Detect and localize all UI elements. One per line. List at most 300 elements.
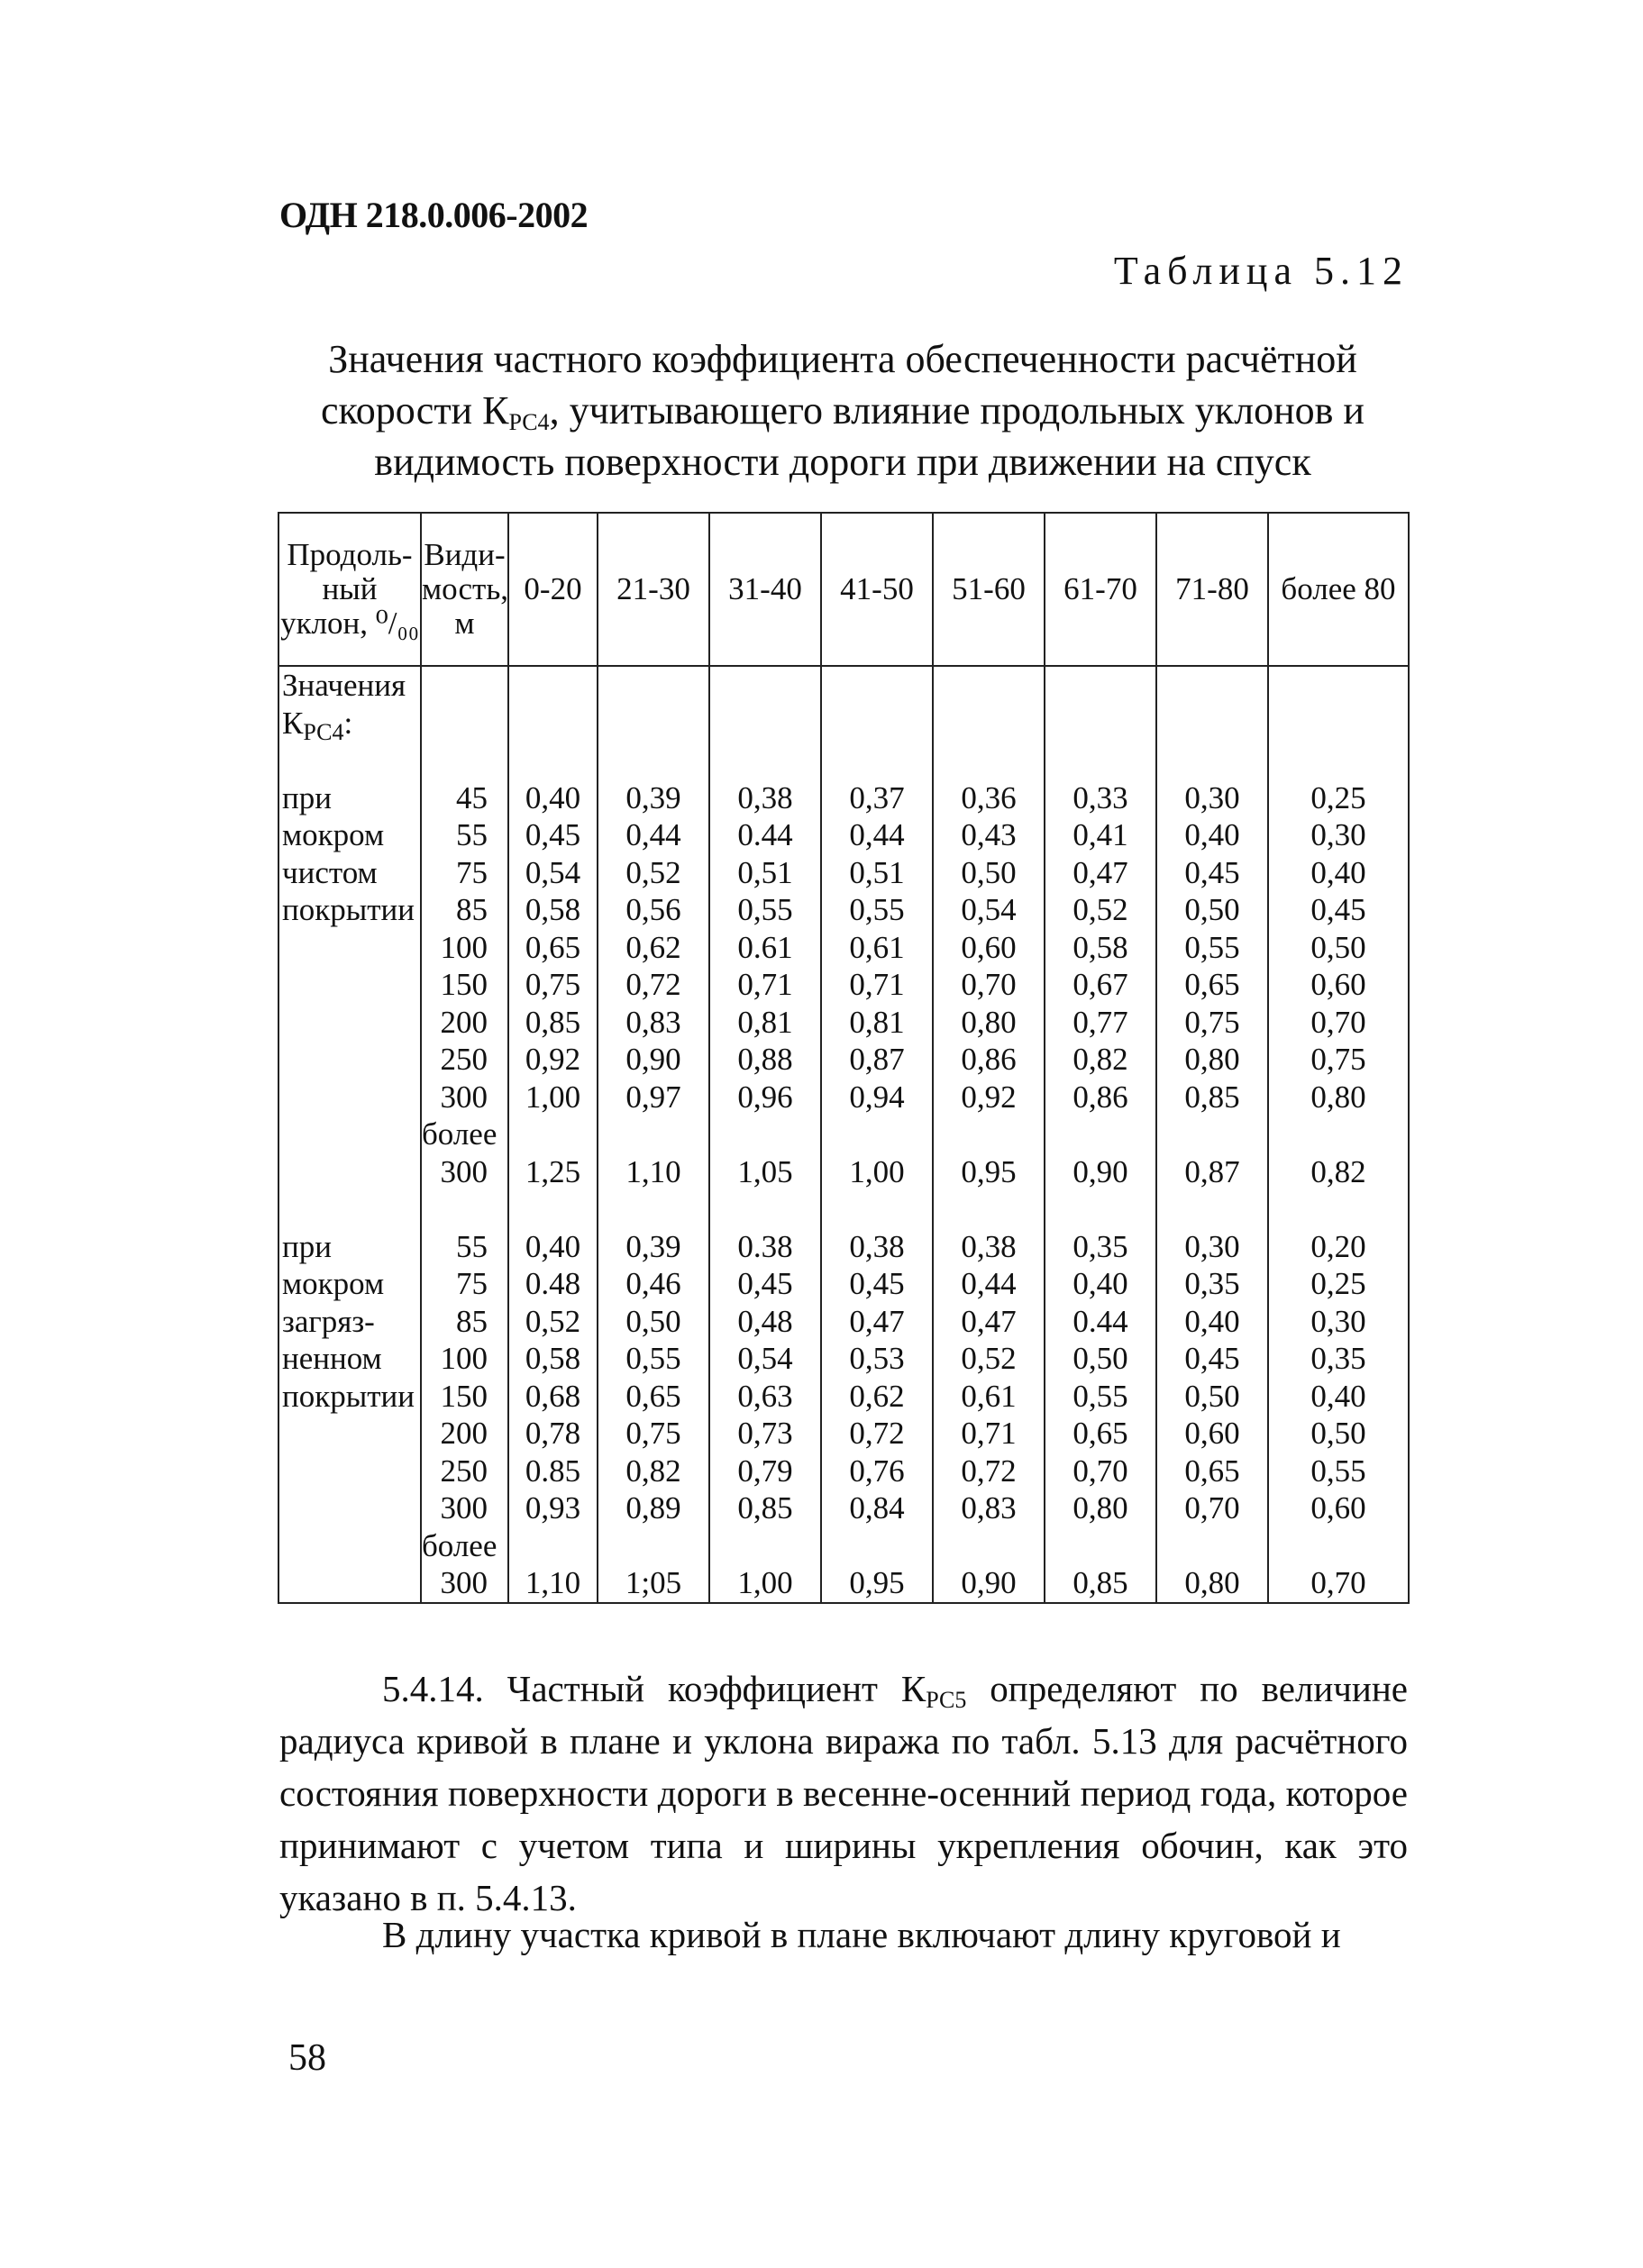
visibility-cell: 200 — [421, 1415, 508, 1453]
table-row — [278, 1041, 1409, 1079]
coefficient-table — [278, 512, 1410, 1604]
header-visibility: Види-мость, м — [421, 513, 508, 666]
empty-cell — [821, 705, 933, 742]
value-cell: 0,80 — [1268, 1079, 1409, 1116]
value-cell: 0,60 — [1268, 1489, 1409, 1527]
header-range: 21-30 — [598, 513, 709, 666]
more-label-row — [278, 1116, 1409, 1153]
visibility-cell: 250 — [421, 1041, 508, 1079]
value-cell: 0,83 — [933, 1489, 1045, 1527]
caption-subscript: РС4 — [508, 409, 550, 435]
value-cell: 0,54 — [933, 891, 1045, 929]
value-cell: 0,72 — [598, 966, 709, 1004]
value-cell: 0,62 — [598, 929, 709, 967]
value-cell: 0,37 — [821, 779, 933, 817]
value-cell: 0,72 — [933, 1453, 1045, 1490]
value-cell: 0,55 — [1156, 929, 1268, 967]
value-cell: 0,48 — [709, 1303, 821, 1341]
value-cell: 0,50 — [1268, 929, 1409, 967]
value-cell: 0,65 — [598, 1378, 709, 1416]
visibility-cell: 85 — [421, 1303, 508, 1341]
empty-cell — [278, 1116, 421, 1153]
value-cell: 1,00 — [508, 1079, 598, 1116]
value-cell: 1,25 — [508, 1153, 598, 1191]
empty-cell — [1156, 1190, 1268, 1228]
empty-cell — [1268, 705, 1409, 742]
values-label-row — [278, 666, 1409, 705]
value-cell: 0,96 — [709, 1079, 821, 1116]
header-row — [278, 513, 1409, 666]
value-cell: 0,39 — [598, 1228, 709, 1266]
value-cell: 0,45 — [1268, 891, 1409, 929]
empty-cell — [821, 742, 933, 779]
value-cell: 0,41 — [1045, 816, 1156, 854]
value-cell: 0,80 — [933, 1004, 1045, 1042]
paragraph-curve-length: В длину участка кривой в плане включают длину круговой и — [382, 1914, 1341, 1955]
table-row — [278, 779, 1409, 817]
table-row — [278, 1228, 1409, 1266]
value-cell: 0,25 — [1268, 779, 1409, 817]
value-cell: 0,70 — [1268, 1564, 1409, 1603]
row-label: мокром — [278, 816, 421, 854]
header-range: 51-60 — [933, 513, 1045, 666]
value-cell: 0,75 — [1268, 1041, 1409, 1079]
value-cell: 0,60 — [1268, 966, 1409, 1004]
paragraph-rest: определяют по величине радиуса кривой в плане и уклона виража по табл. 5.13 для расчётного состояния поверхности дороги в весенне-осенний период года, которое принимают с учетом типа и ширины укрепления обочин, как это указано в п. 5.4.13. — [279, 1668, 1409, 1918]
empty-cell — [1045, 1527, 1156, 1565]
visibility-cell: 55 — [421, 816, 508, 854]
value-cell: 0,86 — [1045, 1079, 1156, 1116]
header-range: 41-50 — [821, 513, 933, 666]
empty-cell — [598, 1527, 709, 1565]
row-label: при — [278, 1228, 421, 1266]
empty-cell — [508, 1527, 598, 1565]
value-cell: 0,88 — [709, 1041, 821, 1079]
value-cell: 0,25 — [1268, 1265, 1409, 1303]
empty-cell — [1156, 666, 1268, 705]
value-cell: 0,90 — [1045, 1153, 1156, 1191]
value-cell: 0,50 — [598, 1303, 709, 1341]
value-cell: 0,92 — [933, 1079, 1045, 1116]
visibility-cell: 150 — [421, 966, 508, 1004]
empty-cell — [278, 705, 421, 745]
value-cell: 0,60 — [1156, 1415, 1268, 1453]
table-row — [278, 1265, 1409, 1303]
value-cell: 0.48 — [508, 1265, 598, 1303]
row-label — [278, 966, 421, 1004]
value-cell: 0.44 — [1045, 1303, 1156, 1341]
row-label: ненном — [278, 1340, 421, 1378]
value-cell: 0,30 — [1268, 1303, 1409, 1341]
caption-line-3: видимость поверхности дороги при движении на спуск — [374, 440, 1311, 484]
value-cell: 0,60 — [933, 929, 1045, 967]
visibility-cell: 75 — [421, 854, 508, 892]
visibility-cell: 300 — [421, 1153, 508, 1191]
value-cell: 0,86 — [933, 1041, 1045, 1079]
values-label-row — [278, 705, 1409, 742]
value-cell: 0,75 — [1156, 1004, 1268, 1042]
empty-cell — [933, 705, 1045, 742]
empty-cell — [1045, 1190, 1156, 1228]
row-label — [278, 1415, 421, 1453]
value-cell: 0,20 — [1268, 1228, 1409, 1266]
value-cell: 0,89 — [598, 1489, 709, 1527]
value-cell: 0,67 — [1045, 966, 1156, 1004]
empty-cell — [1268, 1190, 1409, 1228]
value-cell: 0,97 — [598, 1079, 709, 1116]
empty-cell — [508, 1190, 598, 1228]
value-cell: 0,46 — [598, 1265, 709, 1303]
empty-cell — [598, 666, 709, 705]
empty-cell — [598, 742, 709, 779]
value-cell: 0,43 — [933, 816, 1045, 854]
value-cell: 0,35 — [1045, 1228, 1156, 1266]
document-code: ОДН 218.0.006-2002 — [279, 195, 589, 235]
value-cell: 1;05 — [598, 1564, 709, 1603]
empty-cell — [1045, 1116, 1156, 1153]
empty-cell — [709, 1116, 821, 1153]
header-range: 61-70 — [1045, 513, 1156, 666]
value-cell: 0,40 — [1045, 1265, 1156, 1303]
paragraph-5-4-14 — [279, 1662, 1408, 1924]
value-cell: 0,30 — [1156, 1228, 1268, 1266]
row-label — [278, 1079, 421, 1116]
row-label — [278, 1153, 421, 1191]
more-label-row — [278, 1527, 1409, 1565]
value-cell: 0,55 — [821, 891, 933, 929]
value-cell: 0,71 — [933, 1415, 1045, 1453]
empty-cell — [508, 666, 598, 705]
empty-cell — [1268, 742, 1409, 779]
paragraph-start: 5.4.14. Частный коэффициент К — [382, 1668, 926, 1709]
header-range: 31-40 — [709, 513, 821, 666]
value-cell: 0,50 — [1045, 1340, 1156, 1378]
table-row — [278, 891, 1409, 929]
value-cell: 0,54 — [508, 854, 598, 892]
row-label: загряз- — [278, 1303, 421, 1341]
empty-cell — [1045, 666, 1156, 705]
value-cell: 0,36 — [933, 779, 1045, 817]
value-cell: 0,35 — [1268, 1340, 1409, 1378]
value-cell: 0,51 — [709, 854, 821, 892]
values-label-k: К — [282, 705, 304, 741]
value-cell: 0,81 — [709, 1004, 821, 1042]
empty-cell — [278, 1190, 421, 1228]
table-row — [278, 816, 1409, 854]
table-row — [278, 1415, 1409, 1453]
value-cell: 1,10 — [598, 1153, 709, 1191]
value-cell: 0,79 — [709, 1453, 821, 1490]
table-row — [278, 1303, 1409, 1341]
table-row — [278, 1004, 1409, 1042]
value-cell: 0,35 — [1156, 1265, 1268, 1303]
value-cell: 0,72 — [821, 1415, 933, 1453]
value-cell: 0,90 — [598, 1041, 709, 1079]
value-cell: 0,92 — [508, 1041, 598, 1079]
value-cell: 0,45 — [1156, 1340, 1268, 1378]
value-cell: 0,71 — [709, 966, 821, 1004]
spacer-row — [278, 742, 1409, 779]
table-label: Таблица 5.12 — [1113, 249, 1409, 293]
value-cell: 0,40 — [508, 779, 598, 817]
empty-cell — [1268, 1527, 1409, 1565]
caption-line-1: Значения частного коэффициента обеспеченности расчётной — [328, 337, 1357, 381]
empty-cell — [1268, 1116, 1409, 1153]
empty-cell — [508, 742, 598, 779]
row-label: чистом — [278, 854, 421, 892]
empty-cell — [598, 1116, 709, 1153]
value-cell: 0,65 — [1156, 966, 1268, 1004]
table-row — [278, 1153, 1409, 1191]
empty-cell: более — [421, 1116, 508, 1153]
value-cell: 0,55 — [598, 1340, 709, 1378]
value-cell: 0,70 — [933, 966, 1045, 1004]
empty-cell — [821, 1116, 933, 1153]
empty-cell — [933, 666, 1045, 705]
value-cell: 1,00 — [709, 1564, 821, 1603]
empty-cell — [278, 742, 421, 779]
visibility-cell: 85 — [421, 891, 508, 929]
row-label: мокром — [278, 1265, 421, 1303]
value-cell: 0,53 — [821, 1340, 933, 1378]
empty-cell — [421, 742, 508, 779]
value-cell: 0,38 — [933, 1228, 1045, 1266]
empty-cell — [709, 1527, 821, 1565]
empty-cell — [421, 705, 508, 742]
caption-line-2 — [279, 385, 1406, 436]
row-label — [278, 1004, 421, 1042]
value-cell: 0,95 — [933, 1153, 1045, 1191]
empty-cell — [933, 1116, 1045, 1153]
visibility-cell: 150 — [421, 1378, 508, 1416]
value-cell: 0,56 — [598, 891, 709, 929]
value-cell: 0,52 — [1045, 891, 1156, 929]
value-cell: 0,40 — [1156, 1303, 1268, 1341]
value-cell: 0,44 — [598, 816, 709, 854]
value-cell: 0,85 — [709, 1489, 821, 1527]
value-cell: 0,30 — [1156, 779, 1268, 817]
value-cell: 1,10 — [508, 1564, 598, 1603]
empty-cell — [278, 1527, 421, 1565]
value-cell: 0,55 — [1045, 1378, 1156, 1416]
header-range: более 80 — [1268, 513, 1409, 666]
value-cell: 0,40 — [508, 1228, 598, 1266]
value-cell: 0,50 — [1156, 891, 1268, 929]
visibility-cell: 200 — [421, 1004, 508, 1042]
page-number: 58 — [288, 2037, 326, 2079]
value-cell: 0,65 — [508, 929, 598, 967]
value-cell: 0,55 — [1268, 1453, 1409, 1490]
values-label-colon: : — [343, 705, 353, 741]
visibility-cell: 45 — [421, 779, 508, 817]
empty-cell — [1045, 742, 1156, 779]
value-cell: 0,51 — [821, 854, 933, 892]
value-cell: 0,33 — [1045, 779, 1156, 817]
value-cell: 0,45 — [709, 1265, 821, 1303]
value-cell: 0,77 — [1045, 1004, 1156, 1042]
value-cell: 0,40 — [1268, 854, 1409, 892]
table-row — [278, 929, 1409, 967]
value-cell: 0,82 — [598, 1453, 709, 1490]
value-cell: 0,30 — [1268, 816, 1409, 854]
value-cell: 0,87 — [1156, 1153, 1268, 1191]
visibility-cell: 75 — [421, 1265, 508, 1303]
empty-cell — [933, 1190, 1045, 1228]
empty-cell — [1156, 1116, 1268, 1153]
value-cell: 0,75 — [598, 1415, 709, 1453]
value-cell: 0,55 — [709, 891, 821, 929]
value-cell: 0,44 — [933, 1265, 1045, 1303]
visibility-cell: 100 — [421, 1340, 508, 1378]
visibility-cell: 300 — [421, 1489, 508, 1527]
value-cell: 0,58 — [1045, 929, 1156, 967]
header-slope: Продоль-ный уклон, ⁰/₀₀ — [278, 513, 421, 666]
header-range: 0-20 — [508, 513, 598, 666]
table-row — [278, 1079, 1409, 1116]
empty-cell — [821, 1190, 933, 1228]
value-cell: 0,83 — [598, 1004, 709, 1042]
value-cell: 0,44 — [821, 816, 933, 854]
table-caption — [279, 333, 1406, 487]
value-cell: 0,65 — [1045, 1415, 1156, 1453]
value-cell: 0,40 — [1268, 1378, 1409, 1416]
value-cell: 0,45 — [508, 816, 598, 854]
value-cell: 0,45 — [1156, 854, 1268, 892]
empty-cell — [421, 666, 508, 705]
value-cell: 0,80 — [1045, 1489, 1156, 1527]
value-cell: 0,93 — [508, 1489, 598, 1527]
value-cell: 0,58 — [508, 891, 598, 929]
row-label — [278, 1453, 421, 1490]
table-body — [278, 666, 1409, 1603]
value-cell: 0,84 — [821, 1489, 933, 1527]
table-row — [278, 966, 1409, 1004]
empty-cell: Значения — [278, 666, 421, 705]
value-cell: 0,63 — [709, 1378, 821, 1416]
empty-cell — [598, 1190, 709, 1228]
empty-cell — [709, 705, 821, 742]
value-cell: 0,47 — [933, 1303, 1045, 1341]
value-cell: 0.44 — [709, 816, 821, 854]
table-row — [278, 1378, 1409, 1416]
visibility-cell: 300 — [421, 1564, 508, 1603]
value-cell: 0,47 — [821, 1303, 933, 1341]
value-cell: 0,38 — [821, 1228, 933, 1266]
value-cell: 0,39 — [598, 779, 709, 817]
value-cell: 0,45 — [821, 1265, 933, 1303]
visibility-cell: 250 — [421, 1453, 508, 1490]
value-cell: 0,73 — [709, 1415, 821, 1453]
row-label: покрытии — [278, 1378, 421, 1416]
value-cell: 0.85 — [508, 1453, 598, 1490]
caption-line-2-end: , учитывающего влияние продольных уклонов и — [549, 388, 1365, 433]
empty-cell — [1156, 742, 1268, 779]
value-cell: 0,52 — [508, 1303, 598, 1341]
value-cell: 0,71 — [821, 966, 933, 1004]
empty-cell — [508, 1116, 598, 1153]
value-cell: 0,87 — [821, 1041, 933, 1079]
empty-cell — [933, 742, 1045, 779]
value-cell: 0,90 — [933, 1564, 1045, 1603]
empty-cell — [598, 705, 709, 742]
value-cell: 0,70 — [1045, 1453, 1156, 1490]
empty-cell — [821, 666, 933, 705]
value-cell: 0,85 — [508, 1004, 598, 1042]
row-label — [278, 1041, 421, 1079]
value-cell: 0,52 — [933, 1340, 1045, 1378]
value-cell: 0,81 — [821, 1004, 933, 1042]
values-label-subscript: РС4 — [303, 718, 344, 745]
value-cell: 0,58 — [508, 1340, 598, 1378]
empty-cell — [508, 705, 598, 742]
value-cell: 1,05 — [709, 1153, 821, 1191]
value-cell: 0,94 — [821, 1079, 933, 1116]
value-cell: 0,54 — [709, 1340, 821, 1378]
visibility-cell: 55 — [421, 1228, 508, 1266]
value-cell: 0,61 — [821, 929, 933, 967]
header-range: 71-80 — [1156, 513, 1268, 666]
caption-line-2-start: скорости К — [321, 388, 509, 433]
empty-cell — [1156, 1527, 1268, 1565]
value-cell: 0,80 — [1156, 1041, 1268, 1079]
value-cell: 0,82 — [1268, 1153, 1409, 1191]
table-row — [278, 854, 1409, 892]
row-label: покрытии — [278, 891, 421, 929]
row-label — [278, 929, 421, 967]
empty-cell — [709, 666, 821, 705]
empty-cell: более — [421, 1527, 508, 1565]
value-cell: 0,68 — [508, 1378, 598, 1416]
empty-cell — [821, 1527, 933, 1565]
value-cell: 0.61 — [709, 929, 821, 967]
value-cell: 0,61 — [933, 1378, 1045, 1416]
value-cell: 0,70 — [1268, 1004, 1409, 1042]
value-cell: 0,85 — [1045, 1564, 1156, 1603]
table-row — [278, 1564, 1409, 1603]
empty-cell — [1268, 666, 1409, 705]
row-label: при — [278, 779, 421, 817]
visibility-cell: 300 — [421, 1079, 508, 1116]
value-cell: 0,76 — [821, 1453, 933, 1490]
value-cell: 0,82 — [1045, 1041, 1156, 1079]
spacer-row — [278, 1190, 1409, 1228]
visibility-cell: 100 — [421, 929, 508, 967]
table-row — [278, 1453, 1409, 1490]
row-label — [278, 1564, 421, 1603]
empty-cell — [1045, 705, 1156, 742]
value-cell: 0,47 — [1045, 854, 1156, 892]
row-label — [278, 1489, 421, 1527]
value-cell: 0,65 — [1156, 1453, 1268, 1490]
empty-cell — [709, 1190, 821, 1228]
value-cell: 0,40 — [1156, 816, 1268, 854]
value-cell: 0,52 — [598, 854, 709, 892]
value-cell: 0.38 — [709, 1228, 821, 1266]
paragraph-subscript: РС5 — [926, 1687, 967, 1713]
empty-cell — [421, 1190, 508, 1228]
empty-cell — [709, 742, 821, 779]
value-cell: 0,50 — [933, 854, 1045, 892]
value-cell: 0,62 — [821, 1378, 933, 1416]
table-row — [278, 1489, 1409, 1527]
value-cell: 0,75 — [508, 966, 598, 1004]
empty-cell — [1156, 705, 1268, 742]
value-cell: 0,95 — [821, 1564, 933, 1603]
value-cell: 0,38 — [709, 779, 821, 817]
value-cell: 0,85 — [1156, 1079, 1268, 1116]
value-cell: 0,50 — [1268, 1415, 1409, 1453]
value-cell: 0,78 — [508, 1415, 598, 1453]
